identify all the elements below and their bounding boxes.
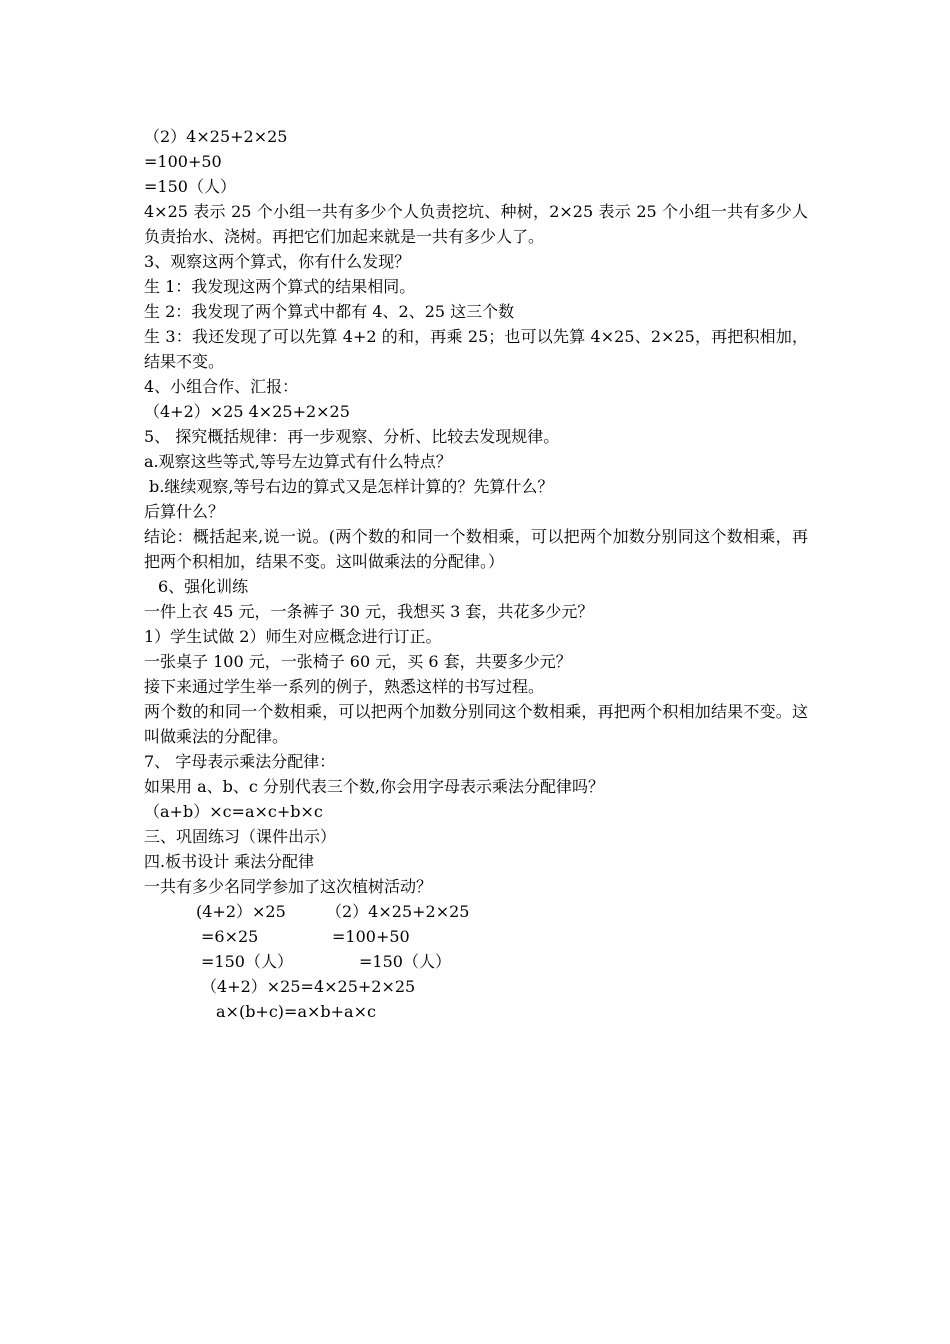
board-row [144,899,808,924]
text-paragraph: 两个数的和同一个数相乘，可以把两个加数分别同这个数相乘，再把两个积相加结果不变。这叫做乘法的分配律。 [144,702,808,746]
board-row [144,974,808,999]
section-heading: 4、小组合作、汇报： [144,377,299,396]
section-heading: 7、 字母表示乘法分配律： [144,752,336,771]
text-line: a.观察这些等式,等号左边算式有什么特点？ [144,452,452,471]
text-paragraph: 结论：概括起来,说一说。(两个数的和同一个数相乘，可以把两个加数分别同这个数相乘，再把两个积相加，结果不变。这叫做乘法的分配律。） [144,527,808,571]
board-left-expression: =150（人） [201,952,293,971]
text-line: 如果用 a、b、c 分别代表三个数,你会用字母表示乘法分配律吗？ [144,777,605,796]
text-line: 生 2：我发现了两个算式中都有 4、2、25 这三个数 [144,302,515,321]
text-line: =150（人） [144,177,236,196]
text-line: =100+50 [144,152,222,171]
text-paragraph: 4×25 表示 25 个小组一共有多少个人负责挖坑、种树，2×25 表示 25 个小组一共有多少人负责抬水、浇树。再把它们加起来就是一共有多少人了。 [144,202,808,246]
board-left-expression: (4+2）×25 [196,902,286,921]
text-line: 一张桌子 100 元，一张椅子 60 元，买 6 套，共要多少元？ [144,652,572,671]
section-heading: 5、 探究概括规律：再一步观察、分析、比较去发现规律。 [144,427,560,446]
text-line: 1）学生试做 2）师生对应概念进行订正。 [144,627,442,646]
section-heading: 3、观察这两个算式，你有什么发现？ [144,252,411,271]
text-line: 生 1：我发现这两个算式的结果相同。 [144,277,416,296]
board-formula: a×(b+c)=a×b+a×c [216,1002,376,1021]
document-body [144,124,808,1024]
text-line: 后算什么？ [144,502,225,521]
text-line: b.继续观察,等号右边的算式又是怎样计算的？先算什么？ [149,477,554,496]
text-line: （a+b）×c=a×c+b×c [144,802,323,821]
text-paragraph: 生 3：我还发现了可以先算 4+2 的和，再乘 25；也可以先算 4×25、2×25，再把积相加，结果不变。 [144,327,808,371]
board-row [144,949,808,974]
section-heading: 6、强化训练 [158,577,249,596]
section-heading: 三、巩固练习（课件出示） [144,827,337,846]
text-line: （2）4×25+2×25 [144,127,288,146]
board-equation: （4+2）×25=4×25+2×25 [201,977,416,996]
board-row [144,924,808,949]
board-left-expression: =6×25 [201,927,259,946]
board-right-expression: =100+50 [332,927,410,946]
board-row [144,999,808,1024]
section-heading: 四.板书设计 乘法分配律 [144,852,315,871]
text-line: （4+2）×25 4×25+2×25 [144,402,350,421]
text-line: 一件上衣 45 元，一条裤子 30 元，我想买 3 套，共花多少元？ [144,602,594,621]
text-line: 接下来通过学生举一系列的例子，熟悉这样的书写过程。 [144,677,545,696]
text-line: 一共有多少名同学参加了这次植树活动？ [144,877,433,896]
board-right-expression: （2）4×25+2×25 [326,902,470,921]
board-right-expression: =150（人） [359,952,451,971]
